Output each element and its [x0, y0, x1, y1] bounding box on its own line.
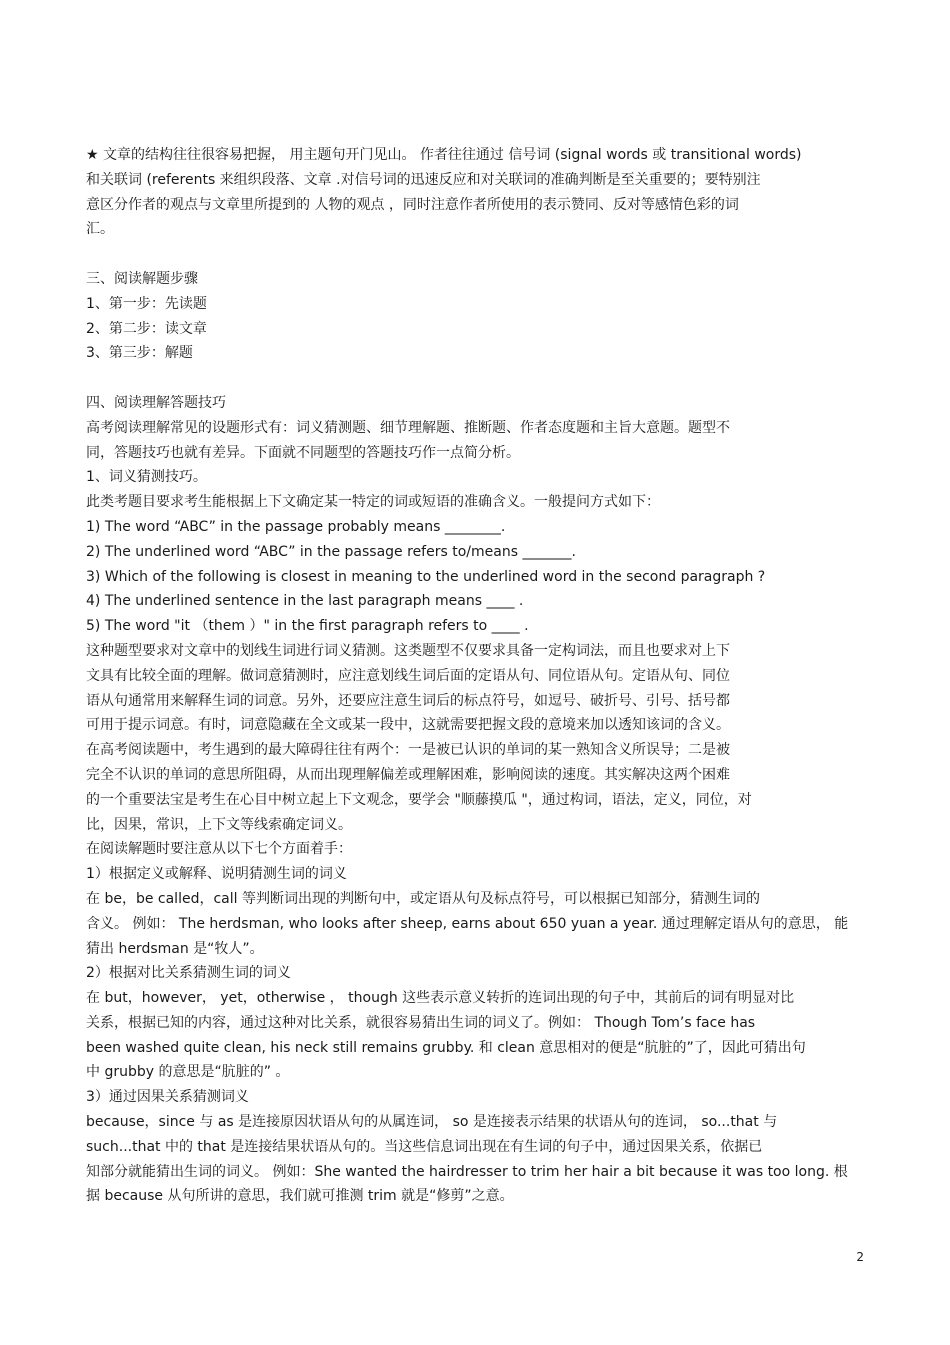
text-line: because，since 与 as 是连接原因状语从句的从属连词， so 是连接表示结果的状语从句的连词， so...that 与 [86, 1114, 778, 1131]
text-line: 此类考题目要求考生能根据上下文确定某一特定的词或短语的准确含义。一般提问方式如下： [86, 494, 660, 511]
text-line: 这种题型要求对文章中的划线生词进行词义猜测。这类题型不仅要求具备一定构词法，而且也要求对上下 [86, 642, 730, 659]
text-line: such...that 中的 that 是连接结果状语从句的。当这些信息词出现在有生词的句子中，通过因果关系，依据已 [86, 1138, 763, 1155]
text-line: 同，答题技巧也就有差异。下面就不同题型的答题技巧作一点简分析。 [86, 444, 520, 461]
paragraph-spacer [86, 242, 876, 267]
text-line: 2、第二步：读文章 [86, 320, 207, 337]
text-line: 在高考阅读题中，考生遇到的最大障碍往往有两个：一是被已认识的单词的某一熟知含义所误导；二是被 [86, 742, 730, 759]
text-line: 四、阅读理解答题技巧 [86, 394, 226, 411]
text-line: 含义。 例如： The herdsman, who looks after sheep, earns about 650 yuan a year. 通过理解定语从句的意思， 能 [86, 915, 849, 932]
text-line: 比，因果，常识，上下文等线索确定词义。 [86, 816, 352, 833]
page-number: 2 [856, 1250, 864, 1264]
text-line: 1、词义猜测技巧。 [86, 469, 207, 486]
text-line: 语从句通常用来解释生词的词意。另外，还要应注意生词后的标点符号，如逗号、破折号、引号、括号都 [86, 692, 730, 709]
text-line: 1）根据定义或解释、说明猜测生词的词义 [86, 866, 347, 883]
text-line: 的一个重要法宝是考生在心目中树立起上下文观念，要学会 "顺藤摸瓜 "，通过构词，语法，定义，同位，对 [86, 791, 752, 808]
text-line: 3、第三步：解题 [86, 345, 193, 362]
text-line: 汇。 [86, 221, 114, 238]
text-line: 3）通过因果关系猜测词义 [86, 1089, 249, 1106]
text-line: 在阅读解题时要注意从以下七个方面着手： [86, 841, 352, 858]
text-line: 关系，根据已知的内容，通过这种对比关系，就很容易猜出生词的词义了。例如： Though Tom’s face has [86, 1014, 756, 1031]
text-line: 1) The word “ABC” in the passage probably means ________. [86, 518, 506, 535]
text-line: 2) The underlined word “ABC” in the passage refers to/means _______. [86, 543, 576, 560]
text-line: 在 but，however， yet，otherwise ， though 这些表示意义转折的连词出现的句子中，其前后的词有明显对比 [86, 990, 795, 1007]
text-line: 高考阅读理解常见的设题形式有：词义猜测题、细节理解题、推断题、作者态度题和主旨大意题。题型不 [86, 419, 730, 436]
text-line: ★ 文章的结构往往很容易把握， 用主题句开门见山。 作者往往通过 信号词 (signal words 或 transitional words) [86, 147, 802, 163]
text-line: 猜出 herdsman 是“牧人”。 [86, 940, 264, 957]
text-line: 2）根据对比关系猜测生词的词义 [86, 965, 291, 982]
text-line: 三、阅读解题步骤 [86, 270, 198, 287]
text-line: 据 because 从句所讲的意思，我们就可推测 trim 就是“修剪”之意。 [86, 1188, 514, 1205]
text-line: 中 grubby 的意思是“肮脏的” 。 [86, 1064, 290, 1081]
text-line: 5) The word "it （them ）" in the first paragraph refers to ____ . [86, 618, 529, 635]
document-body [86, 143, 876, 1209]
paragraph-spacer [86, 366, 876, 391]
text-line: 意区分作者的观点与文章里所提到的 人物的观点 ，同时注意作者所使用的表示赞同、反对等感情色彩的词 [86, 196, 739, 213]
text-line: 和关联词 (referents 来组织段落、文章 .对信号词的迅速反应和对关联词的准确判断是至关重要的；要特别注 [86, 171, 761, 188]
text-line: been washed quite clean, his neck still remains grubby. 和 clean 意思相对的便是“肮脏的”了，因此可猜出句 [86, 1039, 806, 1056]
text-line: 可用于提示词意。有时，词意隐藏在全文或某一段中，这就需要把握文段的意境来加以透知该词的含义。 [86, 717, 730, 734]
text-line: 1、第一步：先读题 [86, 295, 207, 312]
text-line: 完全不认识的单词的意思所阻碍，从而出现理解偏差或理解困难，影响阅读的速度。其实解决这两个困难 [86, 766, 730, 783]
text-line: 文具有比较全面的理解。做词意猜测时，应注意划线生词后面的定语从句、同位语从句。定语从句、同位 [86, 667, 730, 684]
text-line: 在 be，be called，call 等判断词出现的判断句中，或定语从句及标点符号，可以根据已知部分，猜测生词的 [86, 890, 760, 907]
text-line: 3) Which of the following is closest in meaning to the underlined word in the second paragraph ? [86, 568, 766, 585]
text-line: 知部分就能猜出生词的词义。 例如：She wanted the hairdresser to trim her hair a bit because it was too long. 根 [86, 1163, 848, 1180]
text-line: 4) The underlined sentence in the last paragraph means ____ . [86, 593, 524, 610]
